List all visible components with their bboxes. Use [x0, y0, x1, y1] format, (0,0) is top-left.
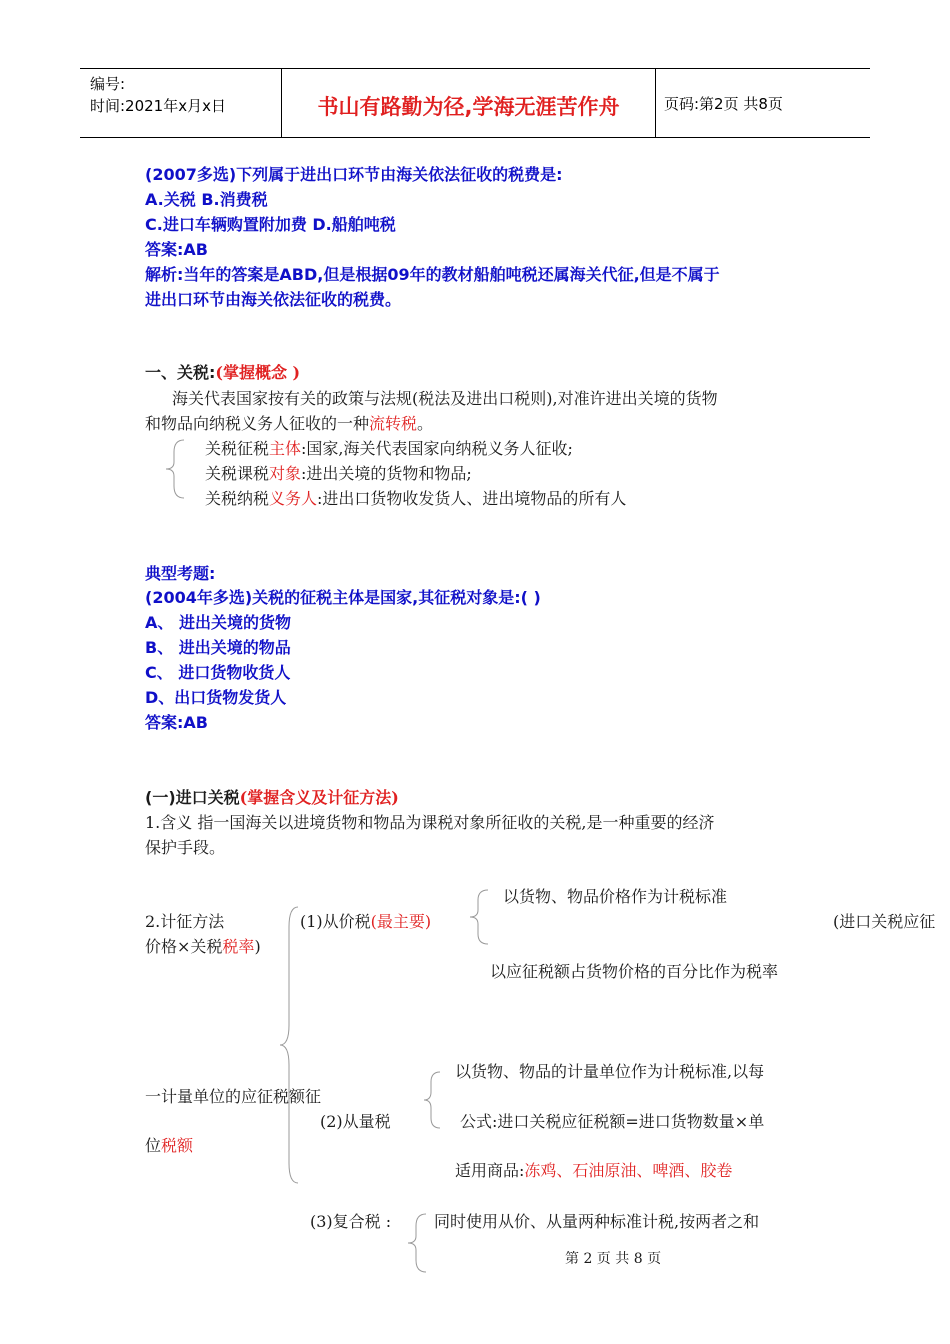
q2-option-b: B、 进出关境的物品 — [145, 638, 291, 657]
specific-item-2: 公式:进口关税应征税额=进口货物数量×单 — [460, 1112, 765, 1131]
q1-question: (2007多选)下列属于进出口环节由海关依法征收的税费是: — [145, 165, 563, 184]
q2-heading: 典型考题: — [145, 564, 216, 583]
section1-title: 一、关税: — [145, 363, 216, 382]
specific-left-1: 一计量单位的应征税额征 — [145, 1087, 322, 1106]
q1-analysis-2: 进出口环节由海关依法征收的税费。 — [145, 290, 402, 309]
cut-off-text: (进口关税应征 — [833, 912, 936, 931]
compound-label: (3)复合税 : — [310, 1212, 392, 1231]
header-motto: 书山有路勤为径,学海无涯苦作舟 — [317, 95, 620, 119]
section2-heading — [145, 785, 399, 808]
q2-answer: 答案:AB — [145, 713, 208, 732]
section1-heading — [145, 360, 300, 383]
q2-option-a: A、 进出关境的货物 — [145, 613, 291, 632]
specific-item-1: 以货物、物品的计量单位作为计税标准,以每 — [455, 1062, 765, 1081]
q1-analysis-1: 解析:当年的答案是ABD,但是根据09年的教材船舶吨税还属海关代征,但是不属于 — [145, 265, 720, 284]
adval-item-2: 以应征税额占货物价格的百分比作为税率 — [490, 962, 779, 981]
footer-page: 第 2 页 共 8 页 — [565, 1251, 662, 1267]
q2-option-d: D、出口货物发货人 — [145, 688, 287, 707]
adval-item-1: 以货物、物品价格作为计税标准 — [503, 887, 728, 906]
q1-options-2: C.进口车辆购置附加费 D.船舶吨税 — [145, 215, 396, 234]
specific-left-2: 位税额 — [145, 1136, 194, 1155]
header-divider — [655, 69, 656, 137]
header-meta — [90, 73, 226, 117]
adval-heading — [300, 909, 431, 932]
header-page: 页码:第2页 共8页 — [664, 95, 783, 113]
q2-option-c: C、 进口货物收货人 — [145, 663, 291, 682]
header-time: 时间:2021年x月x日 — [90, 97, 226, 115]
brace-icon — [276, 905, 302, 1185]
section2-title-note: (掌握含义及计征方法) — [239, 788, 399, 807]
brace-icon — [468, 888, 490, 946]
header-table — [80, 68, 870, 138]
specific-label: (2)从量税 — [320, 1112, 391, 1131]
header-number: 编号: — [90, 75, 126, 93]
section2-def-2: 保护手段。 — [145, 838, 226, 857]
brace-icon — [406, 1212, 428, 1274]
section1-item-taxpayer: 关税纳税义务人:进出口货物收发货人、进出境物品的所有人 — [205, 489, 627, 508]
brace-icon — [164, 438, 186, 500]
section1-para-1: 海关代表国家按有关的政策与法规(税法及进出口税则),对准许进出关境的货物 — [172, 389, 718, 408]
q1-answer: 答案:AB — [145, 240, 208, 259]
section1-item-object: 关税课税对象:进出关境的货物和物品; — [205, 464, 472, 483]
method-label: 2.计征方法 — [145, 912, 225, 931]
section2-title: (一)进口关税 — [145, 788, 240, 807]
q1-options-1: A.关税 B.消费税 — [145, 190, 268, 209]
adval-label: (1)从价税 — [300, 912, 371, 931]
section1-item-subject: 关税征税主体:国家,海关代表国家向纳税义务人征收; — [205, 439, 573, 458]
q2-question: (2004年多选)关税的征税主体是国家,其征税对象是:( ) — [145, 588, 541, 607]
adval-note: (最主要) — [370, 912, 432, 931]
method-formula: 价格×关税税率) — [145, 937, 261, 956]
specific-item-3: 适用商品:冻鸡、石油原油、啤酒、胶卷 — [455, 1161, 733, 1180]
term-flow-tax: 流转税 — [369, 414, 418, 433]
brace-icon — [422, 1070, 442, 1130]
compound-item-1: 同时使用从价、从量两种标准计税,按两者之和 — [434, 1212, 760, 1231]
section1-title-note: (掌握概念 ) — [215, 363, 301, 382]
section2-def-1: 1.含义 指一国海关以进境货物和物品为课税对象所征收的关税,是一种重要的经济 — [145, 813, 715, 832]
section1-para-2: 和物品向纳税义务人征收的一种流转税。 — [145, 414, 434, 433]
